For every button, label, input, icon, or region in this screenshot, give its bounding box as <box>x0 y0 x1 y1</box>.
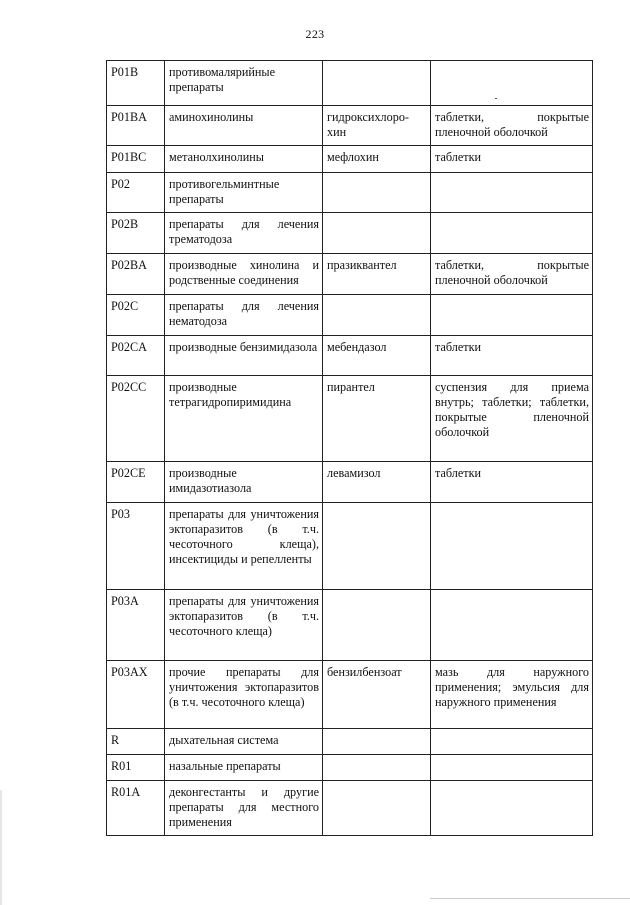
drug-group: противогельминтные препараты <box>165 173 323 213</box>
table-row <box>107 729 593 755</box>
drug-name <box>323 590 431 661</box>
dosage-form: суспензия для приема внутрь; таблетки; таблетки, покрытые пленочной оболочкой <box>431 376 593 462</box>
atc-code: R01 <box>107 755 165 781</box>
table-row <box>107 213 593 254</box>
drug-name <box>323 729 431 755</box>
atc-code: P02 <box>107 173 165 213</box>
drug-group: деконгестанты и другие препараты для местного применения <box>165 781 323 836</box>
table-row <box>107 503 593 590</box>
table-row <box>107 336 593 376</box>
drug-name <box>323 295 431 336</box>
table-row <box>107 376 593 462</box>
drug-group: противомалярийные препараты <box>165 61 323 106</box>
atc-code: R <box>107 729 165 755</box>
dosage-form <box>431 781 593 836</box>
dosage-form <box>431 61 593 106</box>
drug-group: производные хинолина и родственные соединения <box>165 254 323 295</box>
atc-code: P02CA <box>107 336 165 376</box>
atc-code: P02C <box>107 295 165 336</box>
drug-name <box>323 173 431 213</box>
atc-code: P03AX <box>107 661 165 729</box>
page-number: 223 <box>305 27 325 41</box>
drug-group: аминохинолины <box>165 106 323 146</box>
scan-edge-shadow <box>0 790 2 905</box>
atc-code: P02B <box>107 213 165 254</box>
drug-name: бензилбензоат <box>323 661 431 729</box>
table-row <box>107 661 593 729</box>
drug-name: мебендазол <box>323 336 431 376</box>
dosage-form <box>431 213 593 254</box>
table-row <box>107 61 593 106</box>
drug-group: производные имидазотиазола <box>165 462 323 503</box>
table-row <box>107 755 593 781</box>
table-row <box>107 254 593 295</box>
drug-name <box>323 503 431 590</box>
atc-code: P01BC <box>107 146 165 173</box>
drug-group: производные бензимидазола <box>165 336 323 376</box>
drug-name: гидроксихлоро-хин <box>323 106 431 146</box>
table-row <box>107 462 593 503</box>
dosage-form <box>431 503 593 590</box>
atc-code: P01B <box>107 61 165 106</box>
atc-drug-table <box>106 60 593 836</box>
dosage-form: таблетки, покрытые пленочной оболочкой <box>431 106 593 146</box>
dosage-form: таблетки, покрытые пленочной оболочкой <box>431 254 593 295</box>
dosage-form: мазь для наружного применения; эмульсия для наружного применения <box>431 661 593 729</box>
atc-code: R01A <box>107 781 165 836</box>
drug-group: дыхательная система <box>165 729 323 755</box>
table-row <box>107 590 593 661</box>
drug-name: левамизол <box>323 462 431 503</box>
drug-name: мефлохин <box>323 146 431 173</box>
dosage-form: таблетки <box>431 336 593 376</box>
drug-group: производные тетрагидропиримидина <box>165 376 323 462</box>
drug-name <box>323 61 431 106</box>
drug-group: препараты для уничтожения эктопаразитов (в т.ч. чесоточного клеща) <box>165 590 323 661</box>
atc-code: P02BA <box>107 254 165 295</box>
scan-bottom-rule <box>430 898 630 899</box>
drug-group: препараты для лечения нематодоза <box>165 295 323 336</box>
drug-name: пирантел <box>323 376 431 462</box>
drug-name: празиквантел <box>323 254 431 295</box>
drug-group: назальные препараты <box>165 755 323 781</box>
atc-code: P03A <box>107 590 165 661</box>
atc-code: P02CE <box>107 462 165 503</box>
dosage-form <box>431 173 593 213</box>
dosage-form <box>431 729 593 755</box>
table-row <box>107 781 593 836</box>
dosage-form: таблетки <box>431 146 593 173</box>
atc-code: P01BA <box>107 106 165 146</box>
dosage-form <box>431 590 593 661</box>
table-row <box>107 146 593 173</box>
drug-name <box>323 781 431 836</box>
atc-code: P03 <box>107 503 165 590</box>
drug-group: препараты для лечения трематодоза <box>165 213 323 254</box>
table-row <box>107 295 593 336</box>
dosage-form: таблетки <box>431 462 593 503</box>
drug-name <box>323 213 431 254</box>
drug-group: препараты для уничтожения эктопаразитов (в т.ч. чесоточного клеща), инсектициды и репелленты <box>165 503 323 590</box>
table-row <box>107 106 593 146</box>
dosage-form <box>431 295 593 336</box>
drug-group: прочие препараты для уничтожения эктопаразитов (в т.ч. чесоточного клеща) <box>165 661 323 729</box>
drug-name <box>323 755 431 781</box>
dosage-form <box>431 755 593 781</box>
table-row <box>107 173 593 213</box>
atc-code: P02CC <box>107 376 165 462</box>
drug-group: метанолхинолины <box>165 146 323 173</box>
